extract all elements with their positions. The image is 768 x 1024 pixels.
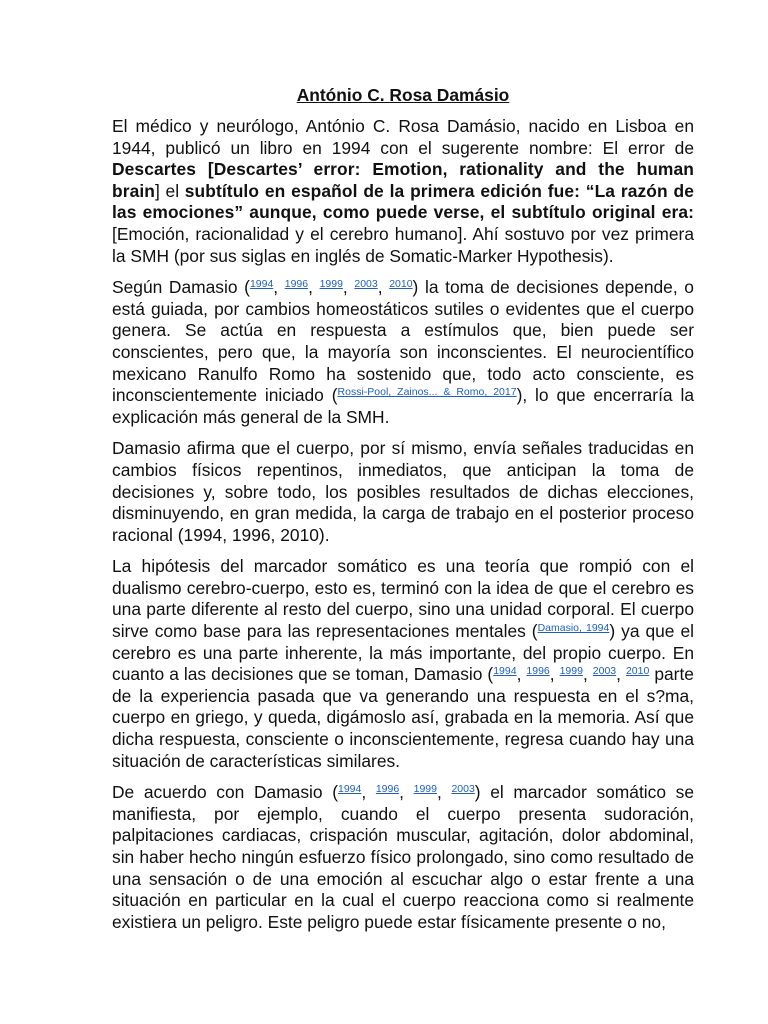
citation-link-1996[interactable]: 1996 bbox=[526, 665, 550, 678]
citation-link-1996[interactable]: 1996 bbox=[284, 278, 309, 291]
citation-link-2010[interactable]: 2010 bbox=[389, 278, 413, 291]
book-title-bold: Descartes [Descartes’ error: Emotion, rationality and the human brain bbox=[112, 159, 694, 201]
paragraph-text: ) el marcador somático se manifiesta, por ejemplo, cuando el cuerpo presenta sudoración, palpitaciones cardiacas, crispación muscular, agitación, dolor abdominal, sin haber hecho ningún esfuerzo físico prolongado, sino como resultado de una sensación o de una emoción al escuchar algo o estar frente a una situación en particular en la cual el cuerpo reacciona como si realmente existiera un peligro. Este peligro puede estar físicamente presente o no, bbox=[112, 782, 694, 932]
citation-link-1999[interactable]: 1999 bbox=[319, 278, 343, 291]
paragraph-text: ] el bbox=[155, 180, 185, 201]
citation-link-1999[interactable]: 1999 bbox=[559, 665, 583, 678]
citation-link-2010[interactable]: 2010 bbox=[625, 665, 650, 678]
paragraph-text: ), lo que encerraría la explicación más general de la SMH. bbox=[112, 385, 694, 427]
citation-link-1994[interactable]: 1994 bbox=[249, 278, 274, 291]
citation-link-2003[interactable]: 2003 bbox=[354, 278, 378, 291]
paragraph-intro bbox=[112, 116, 694, 267]
paragraph-hypothesis: La hipótesis del marcador somático es una teoría que rompió con el dualismo cerebro-cuerpo, esto es, terminó con la idea de que el cerebro es una parte diferente al resto del cuerpo, sino una unidad corporal. El cuerpo sirve como base para las representaciones mentales ($^{Damasio, 1994}$) ya que el cerebro es una parte inherente, la más importante, del propio cuerpo. En cuanto a las decisiones que se toman, Damasio ($^{1994}$, $^{1996}$, $^{1999}$, $^{2003}$, $^{2010}$ parte de la experiencia pasada que va generando una respuesta en el s?ma, cuerpo en griego, y queda, digámoslo así, grabada en la memoria. Así que dicha respuesta, consciente o inconscientemente, regresa cuando hay una situación de características similares. bbox=[112, 556, 694, 771]
citation-link-damasio-1994[interactable]: Damasio, 1994 bbox=[537, 622, 610, 635]
paragraph-text: La hipótesis del marcador somático es una teoría que rompió con el dualismo cerebro-cuerpo, esto es, terminó con la idea de que el cerebro es una parte diferente al resto del cuerpo, sino una unidad corporal. El cuerpo sirve como base para las representaciones mentales ( bbox=[112, 556, 694, 642]
paragraph-text: ) la toma de decisiones depende, o está guiada, por cambios homeostáticos sutiles o evidentes que el cuerpo genera. Se actúa en respuesta a estímulos que, bien puede ser conscientes, pero que, la mayoría son inconscientes. El neurocientífico mexicano Ranulfo Romo ha sostenido que, todo acto consciente, es inconscientemente iniciado ( bbox=[112, 277, 694, 406]
document-title: António C. Rosa Damásio bbox=[296, 85, 510, 105]
citation-link-2003[interactable]: 2003 bbox=[451, 783, 475, 796]
paragraph-text: De acuerdo con Damasio ( bbox=[112, 782, 338, 803]
paragraph-text: El médico y neurólogo, António C. Rosa Damásio, nacido en Lisboa en 1944, publicó un libro en 1994 con el sugerente nombre: El error de bbox=[112, 116, 694, 158]
paragraph-text: parte de la experiencia pasada que va generando una respuesta en el s?ma, cuerpo en griego, y queda, digámoslo así, grabada en la memoria. Así que dicha respuesta, consciente o inconscientemente, regresa cuando hay una situación de características similares. bbox=[112, 664, 694, 771]
paragraph-text: [Emoción, racionalidad y el cerebro humano]. Ahí sostuvo por vez primera la SMH (por sus siglas en inglés de Somatic-Marker Hypothesis). bbox=[112, 223, 694, 266]
paragraph-somatic-marker: De acuerdo con Damasio ($^{1994}$, $^{1996}$, $^{1999}$, $^{2003}$) el marcador somático se manifiesta, por ejemplo, cuando el cuerpo presenta sudoración, palpitaciones cardiacas, crispación muscular, agitación, dolor abdominal, sin haber hecho ningún esfuerzo físico prolongado, sino como resultado de una sensación o de una emoción al escuchar algo o estar frente a una situación en particular en la cual el cuerpo reacciona como si realmente existiera un peligro. Este peligro puede estar físicamente presente o no, bbox=[112, 782, 694, 932]
citation-link-rossi-pool[interactable]: Rossi-Pool, Zainos... & Romo, 2017 bbox=[337, 386, 517, 399]
paragraph-text: Según Damasio ( bbox=[112, 277, 250, 298]
subtitle-note-bold: subtítulo en español de la primera edición fue: “La razón de las emociones” aunque, como puede verse, el subtítulo original era: bbox=[112, 180, 695, 223]
paragraph-decisions: Según Damasio ($^{1994}$, $^{1996}$, $^{1999}$, $^{2003}$, $^{2010}$) la toma de decisiones depende, o está guiada, por cambios homeostáticos sutiles o evidentes que el cuerpo genera. Se actúa en respuesta a estímulos que, bien puede ser conscientes, pero que, la mayoría son inconscientes. El neurocientífico mexicano Ranulfo Romo ha sostenido que, todo acto consciente, es inconscientemente iniciado ($^{Rossi-Pool, Zainos... \& Romo, 2017}$), lo que encerraría la explicación más general de la SMH. bbox=[112, 277, 694, 427]
paragraph-text: ) ya que el cerebro es una parte inherente, la más importante, del propio cuerpo. En cuanto a las decisiones que se toman, Damasio ( bbox=[112, 621, 694, 685]
citation-link-1999[interactable]: 1999 bbox=[413, 783, 437, 796]
citation-link-2003[interactable]: 2003 bbox=[592, 665, 617, 678]
citation-link-1996[interactable]: 1996 bbox=[375, 783, 400, 796]
citation-link-1994[interactable]: 1994 bbox=[338, 783, 362, 796]
citation-link-1994[interactable]: 1994 bbox=[493, 665, 517, 678]
paragraph-body-signals: Damasio afirma que el cuerpo, por sí mismo, envía señales traducidas en cambios físicos repentinos, inmediatos, que anticipan la toma de decisiones y, sobre todo, los posibles resultados de dichas elecciones, disminuyendo, en gran medida, la carga de trabajo en el posterior proceso racional (1994, 1996, 2010). bbox=[112, 438, 694, 545]
